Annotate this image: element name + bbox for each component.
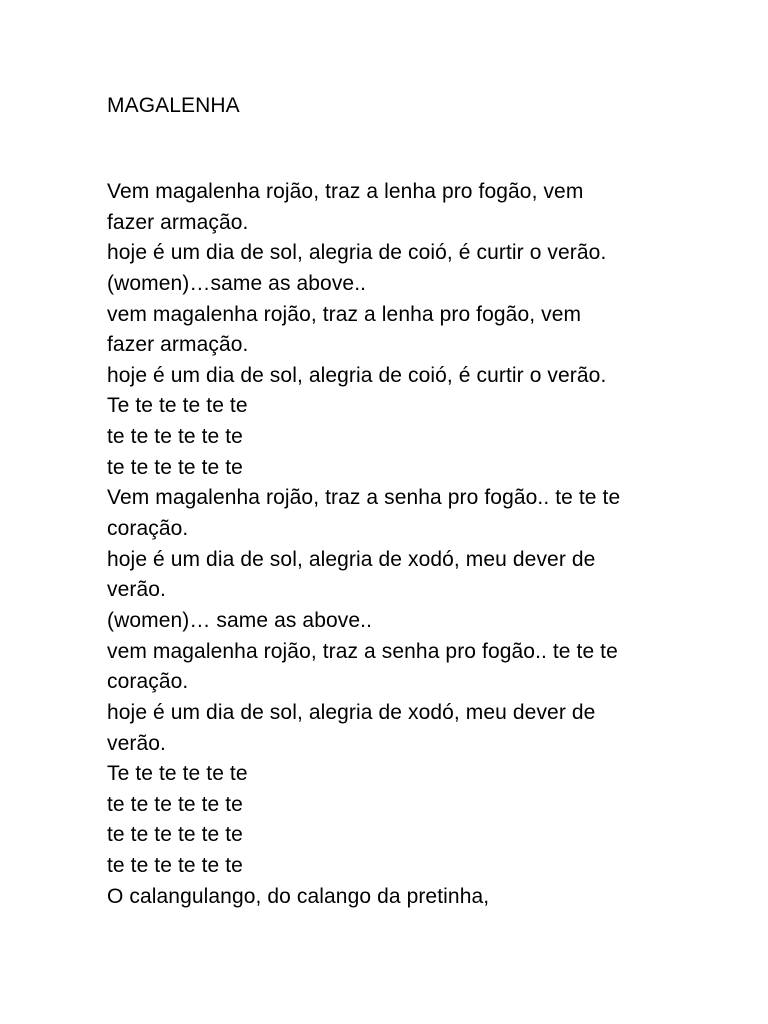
lyric-line: coração. — [107, 517, 189, 541]
lyric-line: Vem magalenha rojão, traz a lenha pro fogão, vem — [107, 180, 584, 203]
lyric-line: Vem magalenha rojão, traz a senha pro fogão.. te te te — [107, 486, 621, 510]
lyrics-body — [107, 176, 687, 911]
lyric-line: te te te te te te — [107, 792, 243, 816]
lyric-line: Te te te te te te — [107, 762, 248, 786]
lyric-line: te te te te te te — [107, 425, 243, 449]
lyric-line: coração. — [107, 670, 189, 694]
lyric-line: hoje é um dia de sol, alegria de xodó, meu dever de — [107, 547, 596, 571]
lyric-line: vem magalenha rojão, traz a senha pro fogão.. te te te — [107, 639, 618, 663]
lyric-line: te te te te te te — [107, 823, 243, 847]
lyric-line: hoje é um dia de sol, alegria de coió, é curtir o verão. — [107, 363, 607, 387]
lyric-line: te te te te te te — [107, 455, 243, 479]
lyric-line: verão. — [107, 578, 166, 602]
lyric-line: (women)… same as above.. — [107, 608, 373, 632]
lyric-line: vem magalenha rojão, traz a lenha pro fogão, vem — [107, 302, 582, 326]
lyric-line: verão. — [107, 731, 166, 755]
lyric-line: (women)…same as above.. — [107, 271, 367, 295]
lyric-line: te te te te te te — [107, 854, 243, 878]
document-title: MAGALENHA — [107, 94, 240, 117]
lyric-line: Te te te te te te — [107, 394, 248, 418]
lyric-line: O calangulango, do calango da pretinha, — [107, 884, 490, 908]
lyric-line: hoje é um dia de sol, alegria de xodó, meu dever de — [107, 700, 596, 724]
lyric-line: fazer armação. — [107, 333, 249, 357]
lyric-line: fazer armação. — [107, 210, 249, 234]
lyric-line: hoje é um dia de sol, alegria de coió, é curtir o verão. — [107, 241, 607, 265]
